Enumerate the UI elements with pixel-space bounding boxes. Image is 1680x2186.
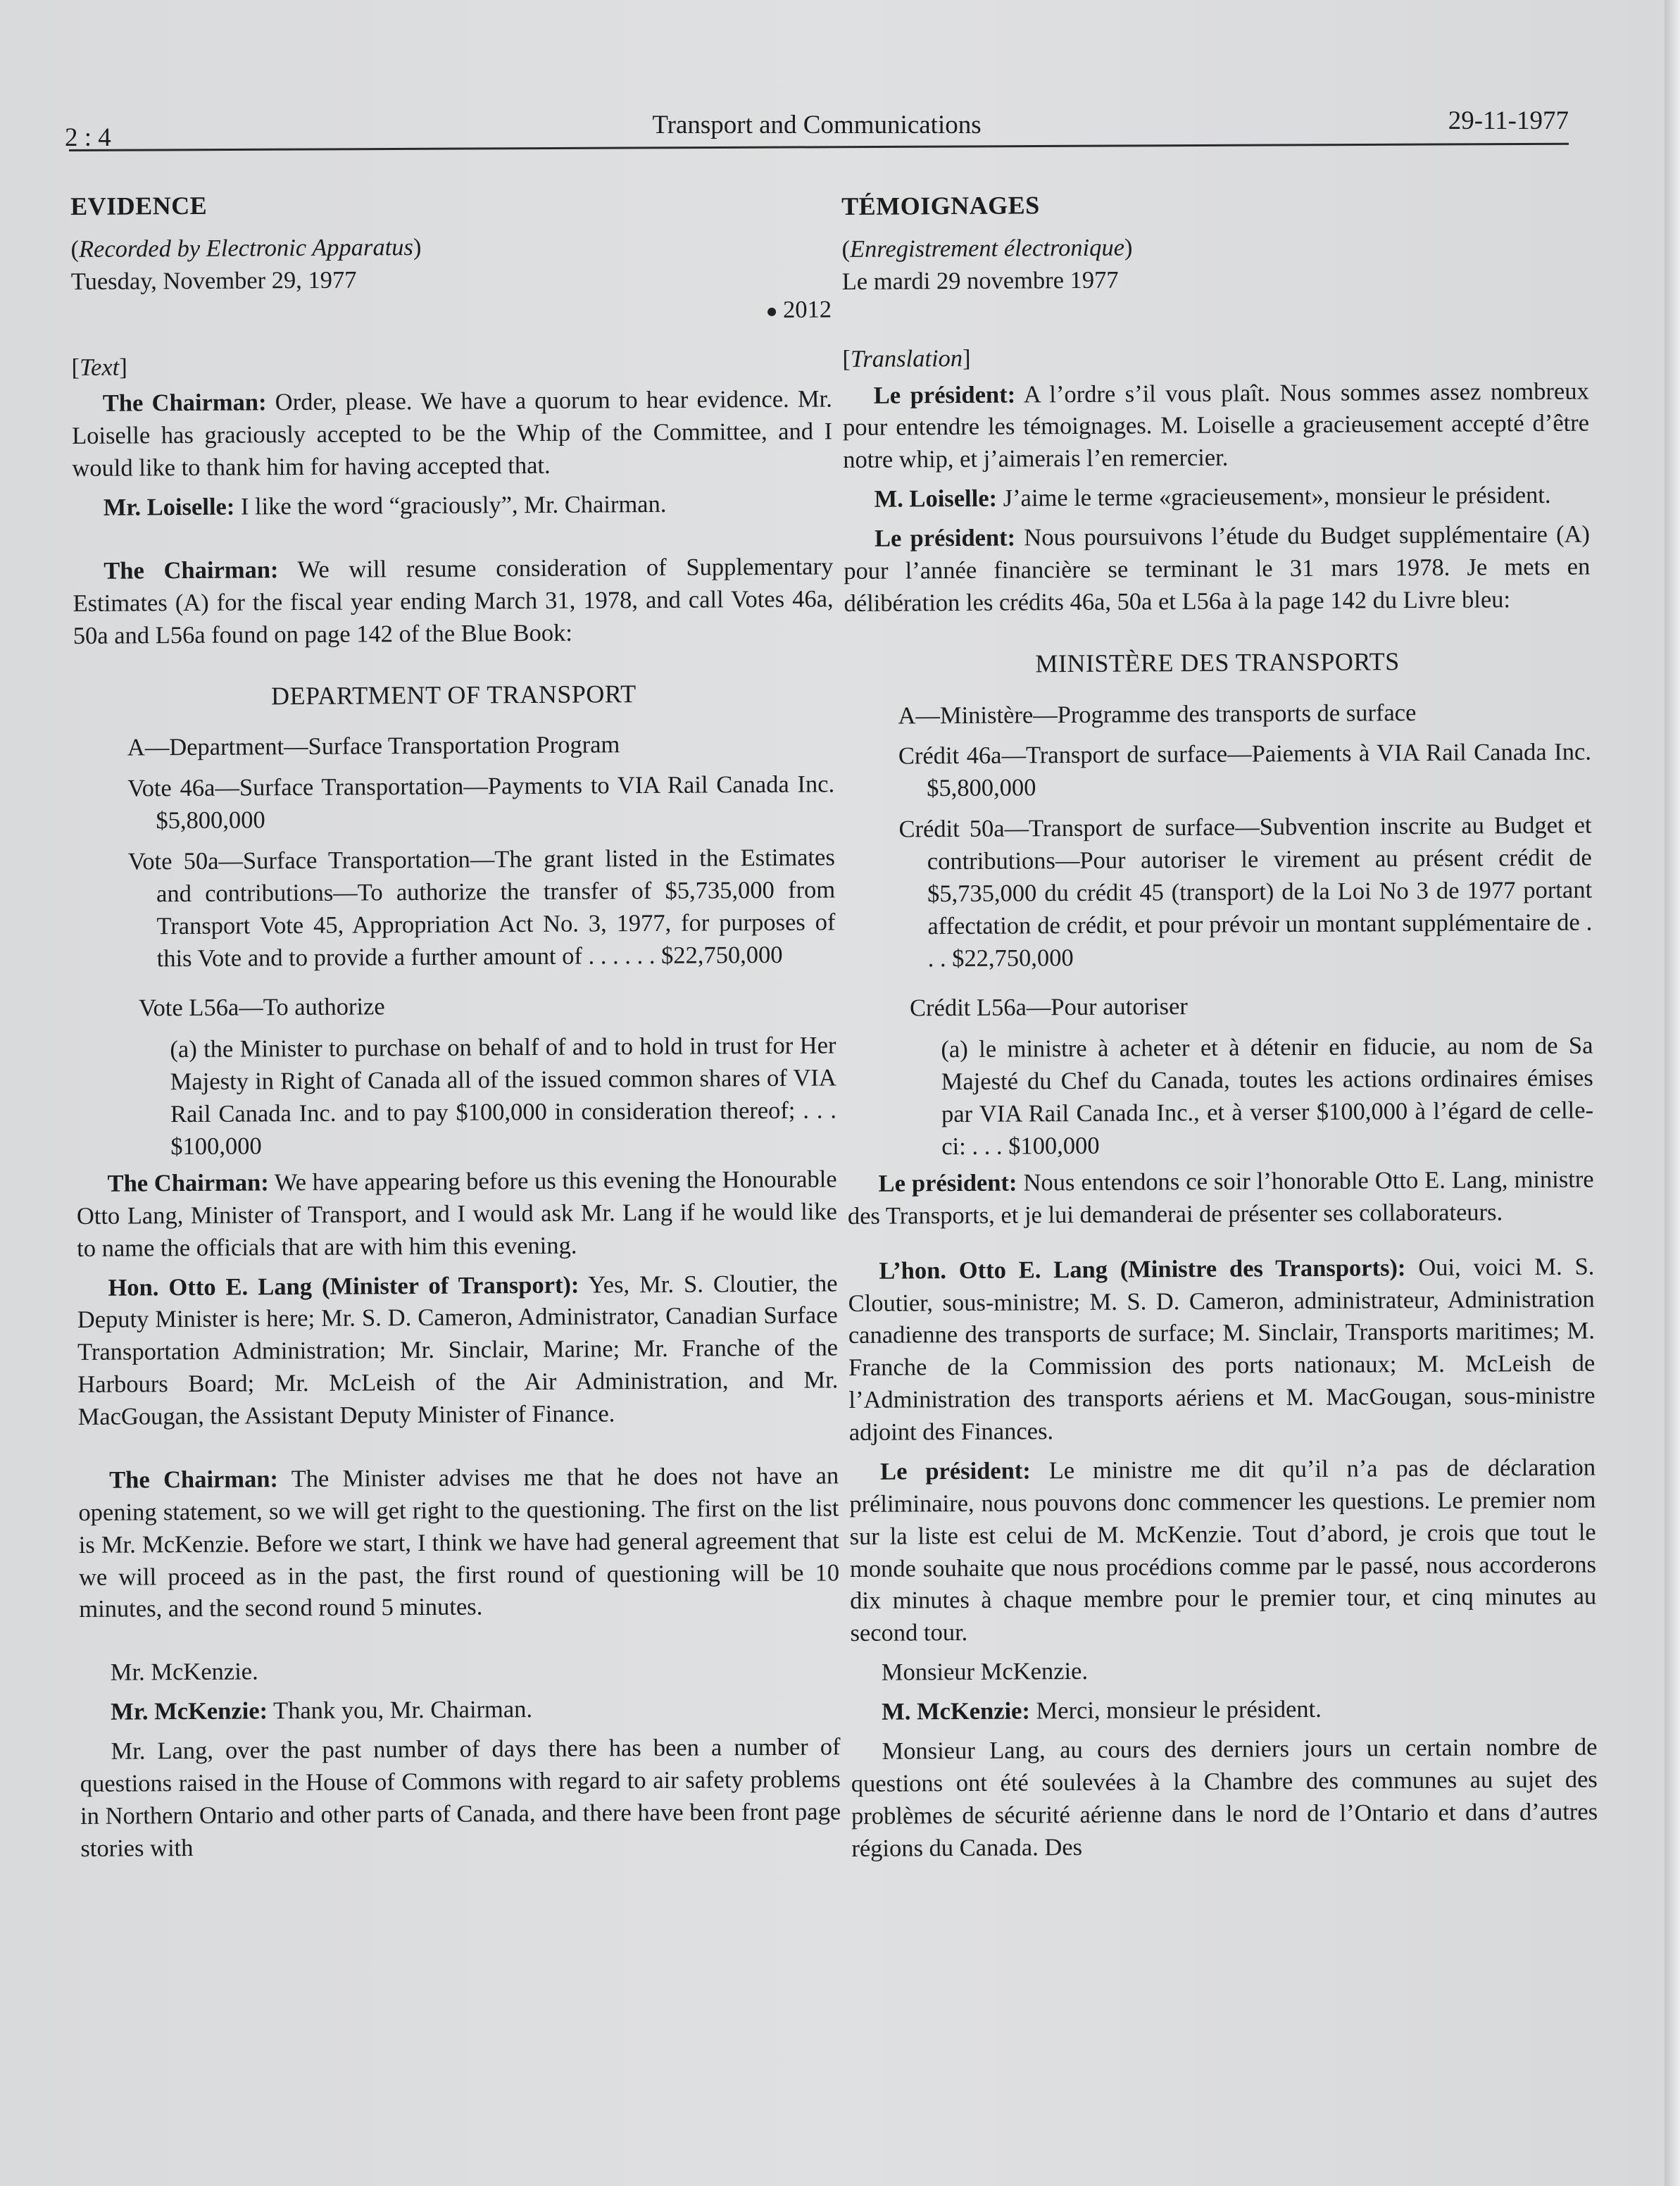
- page-edge: [1665, 0, 1680, 2186]
- speaker: Le président:: [873, 380, 1016, 409]
- paragraph: [76, 1163, 837, 1265]
- recording-note-text: Enregistrement électronique: [849, 234, 1125, 263]
- speech: Le ministre me dit qu’il n’a pas de déclaration préliminaire, nous pouvons donc commencer les questions. Le premier nom sur la liste est celui de M. McKenzie. Tout d’abord, je crois que tout le monde souhaite que nous procédions comme par le passé, nous accorderons dix minutes à chaque membre pour le premier tour, et cinq minutes au second tour.: [849, 1454, 1597, 1647]
- time-marker-text: 2012: [782, 296, 832, 323]
- speech: A l’ordre s’il vous plaît. Nous sommes assez nombreux pour entendre les témoignages. M. Loiselle a gracieusement accepté d’être notre whip, et j’aimerais l’en remercier.: [842, 377, 1590, 474]
- speech: Oui, voici M. S. Cloutier, sous-ministre; M. S. D. Cameron, administrateur, Administration canadienne des transports de surface; M. Sinclair, Transports maritimes; M. Franche de la Commission des ports nationaux; M. McLeish de l’Administration des transports aériens et M. MacGougan, sous-ministre adjoint des Finances.: [848, 1253, 1596, 1446]
- speaker: The Chairman:: [102, 389, 267, 418]
- speech: Order, please. We have a quorum to hear evidence. Mr. Loiselle has graciously accepted to be the Whip of the Committee, and I would like to thank him for having accepted that.: [72, 385, 833, 482]
- speaker: Le président:: [878, 1169, 1017, 1197]
- ministere-heading: MINISTÈRE DES TRANSPORTS: [1035, 647, 1400, 677]
- session-date: Tuesday, November 29, 1977: [70, 266, 357, 295]
- recording-note-text: Recorded by Electronic Apparatus: [78, 233, 414, 263]
- french-column: [841, 186, 1598, 1873]
- paragraph: [851, 1692, 1597, 1728]
- session-date: Le mardi 29 novembre 1977: [841, 266, 1119, 295]
- speaker: L’hon. Otto E. Lang (Ministre des Transports):: [879, 1254, 1406, 1285]
- speech: Nous entendons ce soir l’honorable Otto E. Lang, ministre des Transports, et je lui demanderai de présenter ses collaborateurs.: [847, 1166, 1594, 1230]
- speaker: Le président:: [874, 524, 1016, 552]
- paragraph: [848, 1251, 1596, 1449]
- vote-l56a: Vote L56a—To authorize: [138, 992, 385, 1021]
- paragraph: Mr. Lang, over the past number of days there has been a number of questions raised in the House of Commons with regard to air safety problems in Northern Ontario and other parts of Canada, and there have been front page stories with: [80, 1733, 841, 1862]
- temoignages-title: TÉMOIGNAGES: [841, 191, 1040, 220]
- paragraph: [847, 1163, 1594, 1232]
- speech: Thank you, Mr. Chairman.: [267, 1696, 533, 1725]
- evidence-title: EVIDENCE: [70, 191, 208, 220]
- header-date: 29-11-1977: [1448, 106, 1569, 135]
- paragraph: [73, 487, 833, 524]
- program-line: A—Ministère—Programme des transports de surface: [898, 699, 1417, 730]
- speaker: The Chairman:: [104, 556, 279, 585]
- program-line: A—Department—Surface Transportation Program: [127, 731, 620, 761]
- paragraph: Monsieur McKenzie.: [881, 1658, 1089, 1686]
- credit-46a: Crédit 46a—Transport de surface—Paiements à VIA Rail Canada Inc. $5,800,000: [898, 738, 1592, 802]
- speech: We will resume consideration of Supplementary Estimates (A) for the fiscal year ending March 31, 1978, and call Votes 46a, 50a and L56a found on page 142 of the Blue Book:: [73, 553, 834, 649]
- paragraph: [844, 480, 1590, 516]
- recording-note: (Recorded by Electronic Apparatus): [70, 233, 422, 263]
- bullet-icon: [767, 308, 776, 316]
- speech: The Minister advises me that he does not have an opening statement, so we will get right to the questioning. The first on the list is Mr. McKenzie. Before we start, I think we have had general agreement that we will proceed as in the past, the first round of questioning will be 10 minutes, and the second round 5 minutes.: [78, 1462, 840, 1623]
- paragraph: [77, 1268, 838, 1434]
- credit-l56a-item: (a) le ministre à acheter et à détenir en fiducie, au nom de Sa Majesté du Chef du Canada, toutes les actions ordinaires émises par VIA Rail Canada Inc., et à verser $100,000 à l’égard de celle-ci: . . . $100,000: [941, 1032, 1594, 1161]
- vote-50a: Vote 50a—Surface Transportation—The grant listed in the Estimates and contributions—To authorize the transfer of $5,735,000 from Transport Vote 45, Appropriation Act No. 3, 1977, for purposes of this Vote and to provide a further amount of . . . . . . $22,750,000: [127, 844, 836, 972]
- running-title: Transport and Communications: [652, 111, 982, 139]
- paragraph: [849, 1451, 1597, 1650]
- paragraph: [72, 384, 833, 485]
- credit-l56a: Crédit L56a—Pour autoriser: [909, 992, 1188, 1021]
- credit-50a: Crédit 50a—Transport de surface—Subvention inscrite au Budget et contributions—Pour autoriser le virement au présent crédit de $5,735,000 du crédit 45 (transport) de la Loi No 3 de 1977 portant affectation de crédit, et pour prévoir un montant supplémentaire de . . . $22,750,000: [898, 811, 1593, 972]
- speech: Yes, Mr. S. Cloutier, the Deputy Minister is here; Mr. S. D. Cameron, Administrator, Canadian Surface Transportation Administration; Mr. Sinclair, Marine; Mr. Franche of the Harbours Board; Mr. McLeish of the Air Administration, and Mr. MacGougan, the Assistant Deputy Minister of Finance.: [77, 1269, 839, 1430]
- spacer: [842, 294, 1588, 322]
- speaker: Mr. McKenzie:: [111, 1697, 268, 1725]
- speech: We have appearing before us this evening the Honourable Otto Lang, Minister of Transport, and I would ask Mr. Lang if he would like to name the officials that are with him this evening.: [76, 1166, 837, 1262]
- speaker: Mr. Loiselle:: [103, 493, 235, 521]
- speaker: Hon. Otto E. Lang (Minister of Transport):: [108, 1271, 579, 1301]
- page-number: 2 : 4: [65, 123, 111, 152]
- translation-tag: [Translation]: [842, 344, 971, 373]
- speaker: M. Loiselle:: [874, 485, 998, 513]
- speaker: M. McKenzie:: [882, 1697, 1031, 1725]
- speech: Merci, monsieur le président.: [1029, 1695, 1322, 1725]
- vote-l56a-item: (a) the Minister to purchase on behalf of and to hold in trust for Her Majesty in Right of Canada all of the issued common shares of VIA Rail Canada Inc. and to pay $100,000 in consideration thereof; . . . $100,000: [170, 1032, 837, 1161]
- paragraph: Monsieur Lang, au cours des derniers jours un certain nombre de questions ont été soulevées à la Chambre des communes au sujet des problèmes de sécurité aérienne dans le nord de l’Ontario et dans d’autres régions du Canada. Des: [851, 1733, 1598, 1862]
- speech: I like the word “graciously”, Mr. Chairman.: [234, 490, 667, 520]
- speaker: Le président:: [880, 1457, 1031, 1485]
- speaker: The Chairman:: [109, 1466, 279, 1494]
- speech: J’aime le terme «gracieusement», monsieur le président.: [996, 481, 1551, 512]
- speech: Nous poursuivons l’étude du Budget supplémentaire (A) pour l’année financière se terminant le 31 mars 1978. Je mets en délibération les crédits 46a, 50a et L56a à la page 142 du Livre bleu:: [844, 520, 1591, 617]
- text-tag: [Text]: [71, 354, 127, 381]
- time-marker: [71, 294, 832, 330]
- page-header: [65, 106, 1569, 152]
- recording-note: (Enregistrement électronique): [841, 234, 1133, 263]
- english-column: [70, 185, 841, 1872]
- paragraph: [78, 1460, 839, 1626]
- paragraph: [843, 375, 1590, 477]
- paragraph: Mr. McKenzie.: [110, 1658, 258, 1686]
- department-heading: DEPARTMENT OF TRANSPORT: [270, 679, 637, 710]
- paragraph: [80, 1692, 840, 1728]
- vote-46a: Vote 46a—Surface Transportation—Payments to VIA Rail Canada Inc. $5,800,000: [127, 770, 835, 835]
- speaker: The Chairman:: [107, 1169, 269, 1197]
- paragraph: [844, 519, 1591, 620]
- paragraph: [73, 551, 834, 652]
